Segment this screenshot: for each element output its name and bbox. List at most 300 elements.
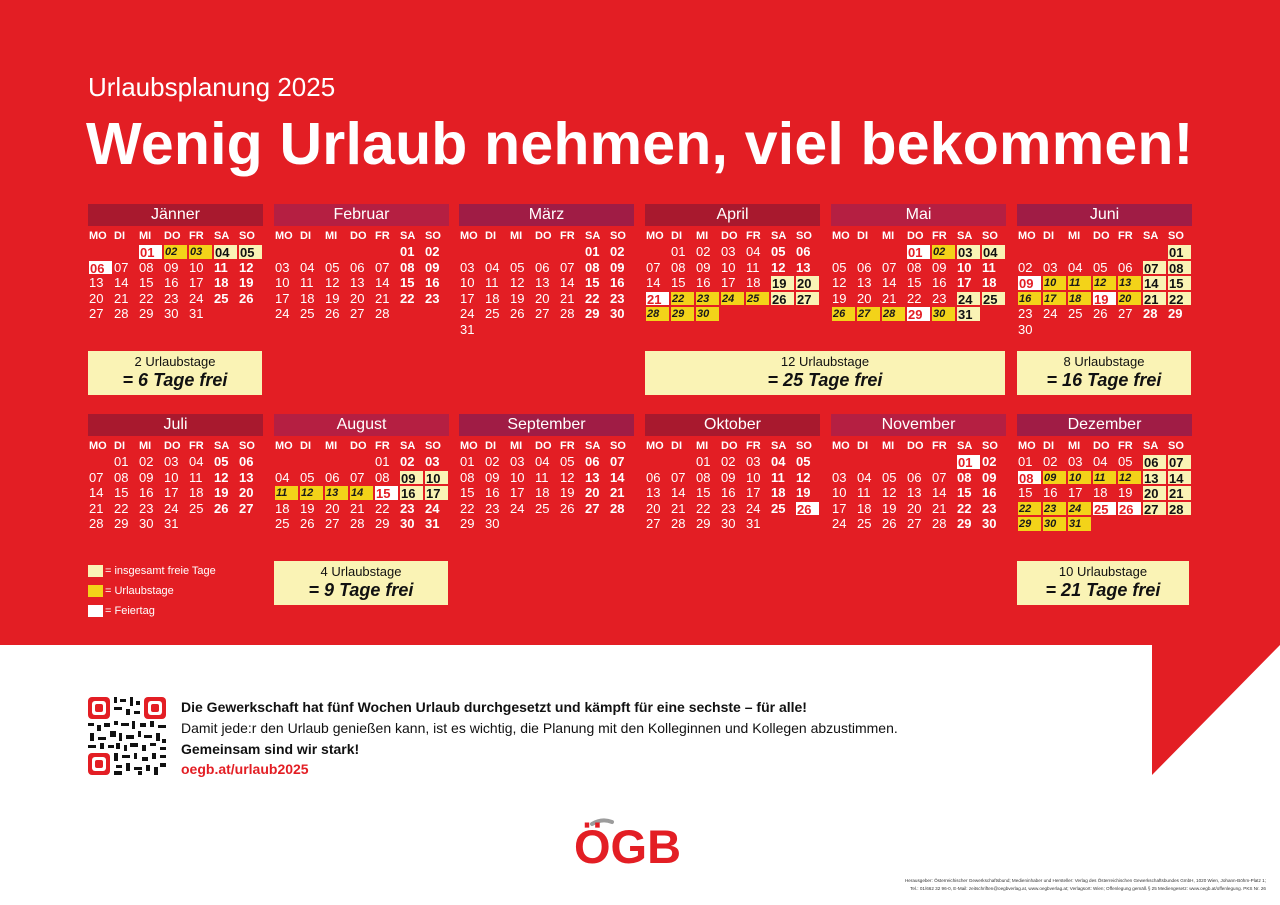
day-cell: 03 bbox=[832, 469, 847, 485]
empty-cell bbox=[856, 244, 881, 260]
day-cell: 01 bbox=[375, 454, 390, 469]
month-header: Jänner bbox=[88, 204, 263, 226]
day-cell: 26 bbox=[510, 306, 525, 322]
empty-cell bbox=[856, 454, 881, 470]
day-cell: 14 bbox=[1167, 470, 1192, 486]
empty-cell bbox=[906, 454, 931, 470]
empty-cell bbox=[459, 244, 484, 260]
empty-cell bbox=[299, 244, 324, 260]
day-cell: 01 bbox=[460, 454, 475, 469]
weekday-label: MO bbox=[646, 440, 664, 452]
day-cell: 17 bbox=[424, 485, 449, 501]
day-cell: 16 bbox=[164, 275, 179, 291]
month-days bbox=[274, 439, 449, 532]
day-cell: 17 bbox=[746, 485, 761, 501]
day-cell: 11 bbox=[300, 275, 314, 291]
day-cell: 04 bbox=[535, 454, 550, 469]
weekday-label: SO bbox=[796, 230, 812, 242]
empty-cell bbox=[1042, 244, 1067, 260]
day-cell: 20 bbox=[857, 290, 872, 306]
day-cell: 24 bbox=[275, 306, 290, 322]
day-cell: 15 bbox=[1018, 485, 1033, 501]
day-cell: 28 bbox=[645, 306, 670, 322]
day-cell: 08 bbox=[1017, 470, 1042, 486]
summary-urlaubstage: 4 Urlaubstage bbox=[320, 564, 402, 579]
weekday-label: DI bbox=[485, 440, 496, 452]
day-cell: 23 bbox=[400, 500, 415, 516]
legend-label: = Feiertag bbox=[105, 605, 155, 617]
day-cell: 25 bbox=[535, 500, 550, 516]
day-cell: 24 bbox=[510, 500, 525, 516]
day-cell: 01 bbox=[696, 454, 711, 469]
day-cell: 27 bbox=[1142, 501, 1167, 517]
month-header: Juni bbox=[1017, 204, 1192, 226]
weekday-label: DI bbox=[1043, 230, 1054, 242]
month-days bbox=[274, 229, 449, 322]
day-cell: 16 bbox=[1017, 291, 1042, 307]
weekday-label: SO bbox=[982, 440, 998, 452]
day-cell: 12 bbox=[882, 485, 897, 501]
day-cell: 24 bbox=[832, 516, 847, 532]
day-cell: 04 bbox=[746, 244, 761, 259]
summary-tage-frei: = 21 Tage frei bbox=[1045, 580, 1161, 600]
day-cell: 13 bbox=[89, 275, 104, 291]
day-cell: 03 bbox=[460, 259, 475, 275]
empty-cell bbox=[831, 244, 856, 260]
weekday-label: DO bbox=[164, 440, 181, 452]
day-cell: 07 bbox=[560, 259, 575, 275]
day-cell: 09 bbox=[721, 469, 736, 485]
day-cell: 05 bbox=[214, 454, 229, 469]
day-cell: 30 bbox=[931, 306, 956, 322]
month-days bbox=[459, 439, 634, 532]
day-cell: 29 bbox=[460, 516, 475, 532]
day-cell: 17 bbox=[275, 290, 290, 306]
day-cell: 28 bbox=[114, 306, 129, 322]
day-cell: 12 bbox=[796, 469, 811, 485]
weekday-label: FR bbox=[932, 230, 947, 242]
month-header: Februar bbox=[274, 204, 449, 226]
day-cell: 03 bbox=[188, 244, 213, 260]
day-cell: 21 bbox=[1142, 291, 1167, 307]
day-cell: 22 bbox=[585, 290, 600, 306]
day-cell: 25 bbox=[300, 306, 315, 322]
empty-cell bbox=[324, 244, 349, 260]
day-cell: 29 bbox=[906, 306, 931, 322]
weekday-label: MO bbox=[832, 230, 850, 242]
day-cell: 09 bbox=[1017, 275, 1042, 291]
day-cell: 04 bbox=[189, 454, 204, 469]
weekday-label: DI bbox=[671, 440, 682, 452]
day-cell: 30 bbox=[695, 306, 720, 322]
day-cell: 16 bbox=[696, 275, 711, 291]
month-november bbox=[831, 414, 1006, 532]
oegb-link[interactable]: oegb.at/urlaub2025 bbox=[181, 761, 309, 777]
weekday-label: SA bbox=[585, 440, 601, 452]
day-cell: 15 bbox=[696, 485, 711, 501]
summary-box-august bbox=[274, 561, 448, 605]
day-cell: 20 bbox=[89, 290, 104, 306]
day-cell: 24 bbox=[1067, 501, 1092, 517]
day-cell: 30 bbox=[485, 516, 500, 532]
weekday-label: MI bbox=[1068, 230, 1081, 242]
empty-cell bbox=[88, 454, 113, 470]
day-cell: 25 bbox=[189, 500, 204, 516]
day-cell: 21 bbox=[375, 290, 390, 306]
day-cell: 19 bbox=[239, 275, 254, 291]
summary-tage-frei: = 16 Tage frei bbox=[1046, 370, 1162, 390]
day-cell: 16 bbox=[399, 485, 424, 501]
day-cell: 20 bbox=[535, 290, 550, 306]
day-cell: 10 bbox=[832, 485, 847, 501]
day-cell: 27 bbox=[646, 516, 661, 532]
day-cell: 26 bbox=[325, 306, 340, 322]
day-cell: 28 bbox=[610, 500, 625, 516]
day-cell: 01 bbox=[138, 244, 163, 260]
day-cell: 24 bbox=[1043, 306, 1058, 322]
day-cell: 01 bbox=[1167, 244, 1192, 260]
weekday-label: SA bbox=[214, 440, 230, 452]
weekday-label: MI bbox=[139, 230, 152, 242]
day-cell: 14 bbox=[646, 275, 661, 291]
weekday-label: MI bbox=[325, 230, 338, 242]
day-cell: 30 bbox=[139, 516, 154, 532]
day-cell: 26 bbox=[560, 500, 575, 516]
day-cell: 03 bbox=[956, 244, 981, 260]
day-cell: 15 bbox=[957, 485, 972, 501]
legend-swatch-urlaub bbox=[88, 585, 103, 597]
info-line-3: Gemeinsam sind wir stark! bbox=[181, 741, 360, 757]
day-cell: 06 bbox=[325, 469, 340, 485]
day-cell: 02 bbox=[400, 454, 415, 469]
day-cell: 17 bbox=[189, 275, 204, 291]
day-cell: 26 bbox=[239, 290, 254, 306]
day-cell: 20 bbox=[325, 500, 340, 516]
day-cell: 23 bbox=[695, 291, 720, 307]
day-cell: 30 bbox=[721, 516, 736, 532]
day-cell: 21 bbox=[560, 290, 575, 306]
month-dezember bbox=[1017, 414, 1192, 532]
weekday-label: MI bbox=[510, 230, 523, 242]
day-cell: 24 bbox=[956, 291, 981, 307]
weekday-label: DO bbox=[721, 230, 738, 242]
day-cell: 27 bbox=[795, 291, 820, 307]
qr-code-icon[interactable] bbox=[88, 697, 166, 775]
weekday-label: SA bbox=[1143, 230, 1159, 242]
day-cell: 18 bbox=[485, 290, 500, 306]
day-cell: 03 bbox=[721, 244, 736, 259]
day-cell: 08 bbox=[696, 469, 711, 485]
day-cell: 26 bbox=[882, 516, 897, 532]
day-cell: 14 bbox=[1142, 275, 1167, 291]
day-cell: 09 bbox=[399, 470, 424, 486]
summary-box-dezember bbox=[1017, 561, 1189, 605]
day-cell: 18 bbox=[214, 275, 229, 291]
month-days bbox=[88, 229, 263, 322]
day-cell: 17 bbox=[1068, 485, 1083, 501]
weekday-label: MI bbox=[696, 440, 709, 452]
day-cell: 22 bbox=[114, 500, 129, 516]
day-cell: 01 bbox=[1018, 454, 1033, 469]
legend-item-urlaub bbox=[88, 581, 216, 601]
day-cell: 10 bbox=[424, 470, 449, 486]
empty-cell bbox=[509, 244, 534, 260]
day-cell: 24 bbox=[189, 290, 204, 306]
summary-urlaubstage: 2 Urlaubstage bbox=[134, 354, 216, 369]
weekday-label: DO bbox=[535, 230, 552, 242]
day-cell: 05 bbox=[882, 469, 897, 485]
weekday-label: DO bbox=[350, 440, 367, 452]
day-cell: 10 bbox=[164, 469, 179, 485]
day-cell: 24 bbox=[720, 291, 745, 307]
day-cell: 03 bbox=[164, 454, 179, 469]
weekday-label: MO bbox=[832, 440, 850, 452]
day-cell: 23 bbox=[485, 500, 500, 516]
day-cell: 06 bbox=[1118, 259, 1133, 275]
day-cell: 03 bbox=[1068, 454, 1083, 469]
day-cell: 22 bbox=[670, 291, 695, 307]
day-cell: 18 bbox=[189, 485, 204, 501]
day-cell: 20 bbox=[239, 485, 254, 501]
day-cell: 10 bbox=[460, 275, 475, 291]
day-cell: 10 bbox=[957, 259, 972, 275]
day-cell: 10 bbox=[1067, 470, 1092, 486]
day-cell: 12 bbox=[1092, 275, 1117, 291]
weekday-label: FR bbox=[560, 230, 575, 242]
day-cell: 18 bbox=[982, 275, 997, 291]
day-cell: 12 bbox=[510, 275, 525, 291]
legend-item-frei bbox=[88, 561, 216, 581]
day-cell: 07 bbox=[610, 454, 625, 469]
day-cell: 18 bbox=[535, 485, 550, 501]
day-cell: 22 bbox=[696, 500, 711, 516]
weekday-label: DI bbox=[857, 440, 868, 452]
empty-cell bbox=[88, 244, 113, 260]
day-cell: 15 bbox=[907, 275, 922, 291]
empty-cell bbox=[881, 244, 906, 260]
weekday-label: DO bbox=[1093, 230, 1110, 242]
weekday-label: SO bbox=[425, 440, 441, 452]
day-cell: 12 bbox=[325, 275, 340, 291]
day-cell: 02 bbox=[721, 454, 736, 469]
day-cell: 22 bbox=[957, 500, 972, 516]
day-cell: 17 bbox=[510, 485, 525, 501]
day-cell: 14 bbox=[610, 469, 625, 485]
day-cell: 17 bbox=[164, 485, 179, 501]
day-cell: 22 bbox=[1017, 501, 1042, 517]
empty-cell bbox=[1092, 244, 1117, 260]
day-cell: 21 bbox=[114, 290, 129, 306]
day-cell: 18 bbox=[771, 485, 786, 501]
month-days bbox=[645, 439, 820, 532]
day-cell: 02 bbox=[931, 244, 956, 260]
day-cell: 17 bbox=[1042, 291, 1067, 307]
month-days bbox=[645, 229, 820, 322]
day-cell: 16 bbox=[485, 485, 500, 501]
day-cell: 25 bbox=[745, 291, 770, 307]
day-cell: 26 bbox=[770, 291, 795, 307]
weekday-label: DI bbox=[671, 230, 682, 242]
day-cell: 30 bbox=[982, 516, 997, 532]
empty-cell bbox=[645, 454, 670, 470]
weekday-label: MI bbox=[325, 440, 338, 452]
day-cell: 09 bbox=[139, 469, 154, 485]
day-cell: 29 bbox=[670, 306, 695, 322]
day-cell: 08 bbox=[400, 259, 415, 275]
day-cell: 20 bbox=[585, 485, 600, 501]
day-cell: 07 bbox=[114, 259, 129, 275]
day-cell: 21 bbox=[89, 500, 104, 516]
day-cell: 19 bbox=[214, 485, 229, 501]
day-cell: 22 bbox=[400, 290, 415, 306]
day-cell: 20 bbox=[795, 275, 820, 291]
summary-urlaubstage: 10 Urlaubstage bbox=[1058, 564, 1148, 579]
day-cell: 29 bbox=[1168, 306, 1183, 322]
page-title: Wenig Urlaub nehmen, viel bekommen! bbox=[86, 111, 1194, 177]
day-cell: 06 bbox=[239, 454, 254, 469]
month-days bbox=[88, 439, 263, 532]
weekday-label: MO bbox=[1018, 230, 1036, 242]
day-cell: 07 bbox=[671, 469, 686, 485]
day-cell: 27 bbox=[1118, 306, 1133, 322]
day-cell: 22 bbox=[139, 290, 154, 306]
day-cell: 01 bbox=[114, 454, 129, 469]
weekday-label: SO bbox=[796, 440, 812, 452]
day-cell: 27 bbox=[856, 306, 881, 322]
day-cell: 15 bbox=[671, 275, 686, 291]
day-cell: 28 bbox=[560, 306, 575, 322]
day-cell: 14 bbox=[349, 485, 374, 501]
day-cell: 21 bbox=[671, 500, 686, 516]
weekday-label: MI bbox=[882, 440, 895, 452]
summary-urlaubstage: 8 Urlaubstage bbox=[1063, 354, 1145, 369]
legend-label: = insgesamt freie Tage bbox=[105, 565, 216, 577]
day-cell: 15 bbox=[374, 485, 399, 501]
month-days bbox=[1017, 229, 1192, 338]
day-cell: 09 bbox=[485, 469, 500, 485]
day-cell: 23 bbox=[139, 500, 154, 516]
weekday-label: MO bbox=[89, 440, 107, 452]
day-cell: 12 bbox=[560, 469, 575, 485]
empty-cell bbox=[534, 244, 559, 260]
day-cell: 12 bbox=[771, 259, 786, 275]
summary-tage-frei: = 9 Tage frei bbox=[308, 580, 414, 600]
month-august bbox=[274, 414, 449, 532]
summary-box-jaenner bbox=[88, 351, 262, 395]
day-cell: 23 bbox=[721, 500, 736, 516]
day-cell: 08 bbox=[907, 259, 922, 275]
day-cell: 06 bbox=[585, 454, 600, 469]
day-cell: 26 bbox=[300, 516, 315, 532]
day-cell: 14 bbox=[932, 485, 947, 501]
day-cell: 01 bbox=[400, 244, 415, 259]
day-cell: 02 bbox=[1018, 259, 1033, 275]
weekday-label: DO bbox=[721, 440, 738, 452]
day-cell: 24 bbox=[425, 500, 440, 516]
day-cell: 13 bbox=[646, 485, 661, 501]
month-juni bbox=[1017, 204, 1192, 338]
day-cell: 24 bbox=[460, 306, 475, 322]
day-cell: 27 bbox=[325, 516, 340, 532]
empty-cell bbox=[374, 244, 399, 260]
day-cell: 23 bbox=[164, 290, 179, 306]
month-juli bbox=[88, 414, 263, 532]
day-cell: 08 bbox=[375, 469, 390, 485]
day-cell: 21 bbox=[882, 290, 897, 306]
month-april bbox=[645, 204, 820, 322]
day-cell: 29 bbox=[585, 306, 600, 322]
empty-cell bbox=[670, 454, 695, 470]
weekday-label: MO bbox=[460, 230, 478, 242]
day-cell: 22 bbox=[460, 500, 475, 516]
day-cell: 11 bbox=[982, 259, 996, 275]
day-cell: 14 bbox=[560, 275, 575, 291]
day-cell: 07 bbox=[89, 469, 104, 485]
day-cell: 10 bbox=[721, 259, 736, 275]
day-cell: 15 bbox=[585, 275, 600, 291]
day-cell: 06 bbox=[646, 469, 661, 485]
day-cell: 28 bbox=[1143, 306, 1158, 322]
day-cell: 21 bbox=[1167, 485, 1192, 501]
day-cell: 08 bbox=[957, 469, 972, 485]
empty-cell bbox=[349, 454, 374, 470]
summary-tage-frei: = 6 Tage frei bbox=[122, 370, 228, 390]
day-cell: 21 bbox=[932, 500, 947, 516]
day-cell: 13 bbox=[350, 275, 365, 291]
empty-cell bbox=[931, 454, 956, 470]
month-jänner bbox=[88, 204, 263, 322]
day-cell: 26 bbox=[795, 501, 820, 517]
day-cell: 18 bbox=[1093, 485, 1108, 501]
day-cell: 28 bbox=[1167, 501, 1192, 517]
subtitle: Urlaubsplanung 2025 bbox=[88, 72, 336, 102]
weekday-label: FR bbox=[746, 440, 761, 452]
day-cell: 29 bbox=[957, 516, 972, 532]
day-cell: 30 bbox=[610, 306, 625, 322]
weekday-label: MO bbox=[1018, 440, 1036, 452]
day-cell: 28 bbox=[375, 306, 390, 322]
day-cell: 13 bbox=[239, 469, 254, 485]
oegb-logo bbox=[574, 818, 706, 866]
day-cell: 25 bbox=[981, 291, 1006, 307]
weekday-label: SO bbox=[239, 440, 255, 452]
empty-cell bbox=[559, 244, 584, 260]
weekday-label: SA bbox=[214, 230, 230, 242]
day-cell: 06 bbox=[796, 244, 811, 259]
day-cell: 11 bbox=[274, 485, 299, 501]
day-cell: 07 bbox=[1142, 260, 1167, 276]
day-cell: 04 bbox=[485, 259, 500, 275]
day-cell: 23 bbox=[1042, 501, 1067, 517]
day-cell: 27 bbox=[239, 500, 254, 516]
legend-swatch-feiertag bbox=[88, 605, 103, 617]
day-cell: 16 bbox=[139, 485, 154, 501]
day-cell: 08 bbox=[460, 469, 475, 485]
day-cell: 16 bbox=[721, 485, 736, 501]
month-header: Dezember bbox=[1017, 414, 1192, 436]
day-cell: 12 bbox=[239, 259, 254, 275]
day-cell: 19 bbox=[882, 500, 897, 516]
weekday-label: MI bbox=[139, 440, 152, 452]
weekday-label: DO bbox=[1093, 440, 1110, 452]
day-cell: 21 bbox=[350, 500, 365, 516]
day-cell: 19 bbox=[300, 500, 315, 516]
day-cell: 04 bbox=[275, 469, 290, 485]
day-cell: 02 bbox=[139, 454, 154, 469]
day-cell: 04 bbox=[857, 469, 872, 485]
day-cell: 02 bbox=[163, 244, 188, 260]
day-cell: 26 bbox=[1093, 306, 1108, 322]
